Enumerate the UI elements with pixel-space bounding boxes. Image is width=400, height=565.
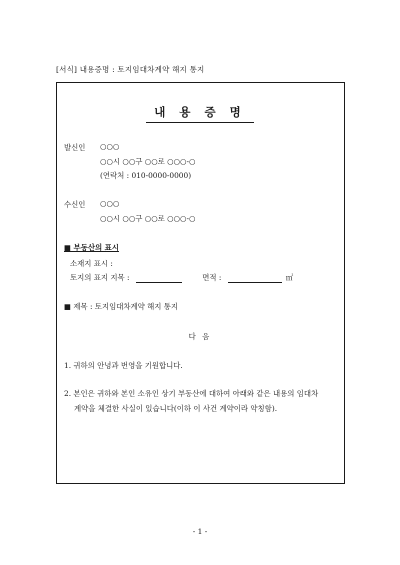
form-caption: [서식] 내용증명 : 토지임대차계약 해지 통지 — [56, 65, 205, 74]
recipient-label: 수신인 — [64, 200, 86, 209]
land-type-row — [70, 272, 293, 283]
sender-contact: (연락처 : 010-0000-0000) — [100, 171, 192, 180]
property-heading: ■ 부동산의 표시 — [64, 243, 119, 252]
item-1: 1. 귀하의 안녕과 번영을 기원합니다. — [64, 361, 183, 370]
document-title: 내 용 증 명 — [146, 104, 254, 123]
item-2: 2. 본인은 귀하와 본인 소유인 상기 부동산에 대하여 아래와 같은 내용의 임대차 — [64, 389, 319, 398]
sender-address: ○○시 ○○구 ○○로 ○○○-○ — [100, 157, 196, 166]
land-type-blank — [136, 274, 182, 283]
location-label: 소재지 표시 : — [70, 259, 113, 268]
area-unit: ㎡ — [285, 273, 294, 282]
sender-label: 발신인 — [64, 143, 86, 152]
area-blank — [228, 274, 282, 283]
recipient-address: ○○시 ○○구 ○○로 ○○○-○ — [100, 214, 196, 223]
page-number: - 1 - — [192, 527, 208, 536]
area-label: 면적 : — [202, 273, 222, 282]
land-type-label: 토지의 표지 지목 : — [70, 273, 130, 282]
next-heading: 다 음 — [188, 332, 212, 341]
item-2-continued: 계약을 체결한 사실이 있습니다(이하 이 사건 계약이라 약칭함). — [74, 404, 278, 413]
sender-name: ○○○ — [100, 142, 120, 151]
recipient-name: ○○○ — [100, 199, 120, 208]
subject-line: ■ 제목 : 토지임대차계약 해지 통지 — [64, 302, 179, 311]
